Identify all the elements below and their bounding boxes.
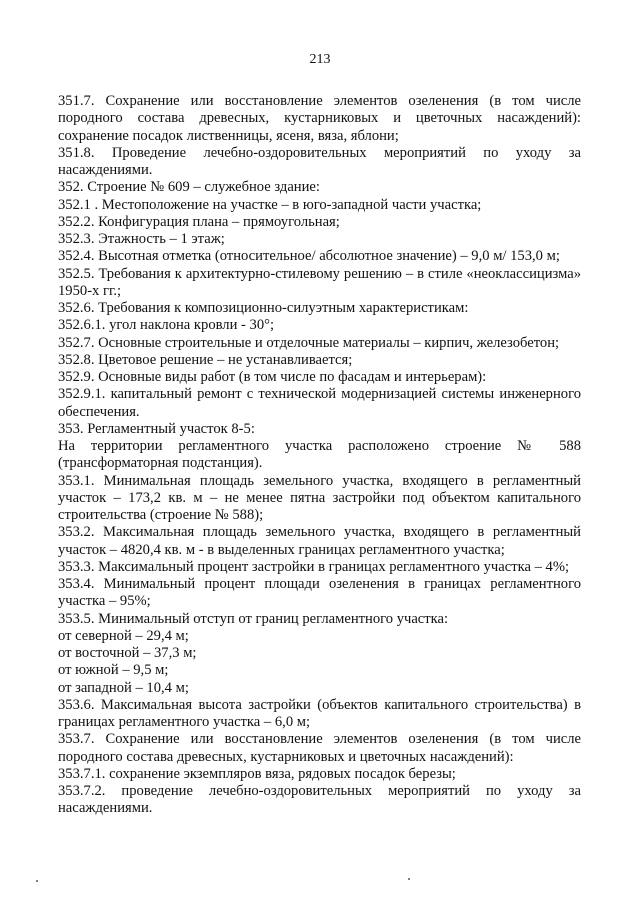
paragraph-352-5: 352.5. Требования к архитектурно-стилевому решению – в стиле «неоклассицизма» 1950-х гг.;	[58, 265, 581, 299]
paragraph-352-9: 352.9. Основные виды работ (в том числе по фасадам и интерьерам):	[58, 369, 487, 385]
paragraph-351-8: 351.8. Проведение лечебно-оздоровительных мероприятий по уходу за насаждениями.	[58, 144, 581, 178]
paragraph-353-3: 353.3. Максимальный процент застройки в границах регламентного участка – 4%;	[58, 558, 570, 575]
document-body	[58, 93, 581, 818]
paragraph-352-2: 352.2. Конфигурация плана – прямоугольная;	[58, 213, 340, 230]
paragraph-352-9-1: 352.9.1. капитальный ремонт с технической модернизацией системы инженерного обеспечения.	[58, 386, 581, 420]
paragraph-353-2: 353.2. Максимальная площадь земельного участка, входящего в регламентный участок – 4820,4 кв. м - в выделенных границах регламентного участка;	[58, 524, 581, 558]
paragraph-353-7-2: 353.7.2. проведение лечебно-оздоровительных мероприятий по уходу за насаждениями.	[58, 783, 581, 817]
paragraph-353-7: 353.7. Сохранение или восстановление элементов озеленения (в том числе породного состава древесных, кустарниковых и цветочных насаждений):	[58, 731, 581, 765]
paragraph-353-5: 353.5. Минимальный отступ от границ регламентного участка:	[58, 610, 449, 627]
paragraph-353-intro: На территории регламентного участка расположено строение № 588 (трансформаторная подстанция).	[58, 438, 581, 472]
paragraph-351-7: 351.7. Сохранение или восстановление элементов озеленения (в том числе породного состава древесных, кустарниковых и цветочных насаждений): сохранение посадок лиственницы, ясеня, вяза, яблони;	[58, 93, 581, 144]
scan-speck	[408, 878, 410, 880]
paragraph-352-8: 352.8. Цветовое решение – не устанавливается;	[58, 351, 353, 368]
paragraph-353-1: 353.1. Минимальная площадь земельного участка, входящего в регламентный участок – 173,2 кв. м – не менее пятна застройки под объектом капитального строительства (строение № 588);	[58, 472, 581, 523]
paragraph-353-6: 353.6. Максимальная высота застройки (объектов капитального строительства) в границах регламентного участка – 6,0 м;	[58, 696, 581, 730]
setback-east: от восточной – 37,3 м;	[58, 645, 197, 661]
paragraph-352-7: 352.7. Основные строительные и отделочные материалы – кирпич, железобетон;	[58, 334, 560, 351]
paragraph-352-heading: 352. Строение № 609 – служебное здание:	[58, 179, 320, 196]
paragraph-353-7-1: 353.7.1. сохранение экземпляров вяза, рядовых посадок березы;	[58, 765, 456, 782]
setback-west: от западной – 10,4 м;	[58, 679, 189, 696]
paragraph-352-1: 352.1 . Местоположение на участке – в юго-западной части участка;	[58, 196, 482, 213]
paragraph-353-4: 353.4. Минимальный процент площади озеленения в границах регламентного участка – 95%;	[58, 576, 581, 610]
paragraph-353-heading: 353. Регламентный участок 8-5:	[58, 420, 255, 437]
setback-north: от северной – 29,4 м;	[58, 627, 189, 644]
paragraph-352-6: 352.6. Требования к композиционно-силуэтным характеристикам:	[58, 300, 469, 316]
paragraph-352-6-1: 352.6.1. угол наклона кровли - 30°;	[58, 317, 275, 334]
scan-speck	[36, 880, 38, 882]
setback-south: от южной – 9,5 м;	[58, 662, 169, 679]
paragraph-352-4: 352.4. Высотная отметка (относительное/ абсолютное значение) – 9,0 м/ 153,0 м;	[58, 248, 560, 265]
paragraph-352-3: 352.3. Этажность – 1 этаж;	[58, 231, 225, 247]
page-number: 213	[309, 52, 331, 67]
